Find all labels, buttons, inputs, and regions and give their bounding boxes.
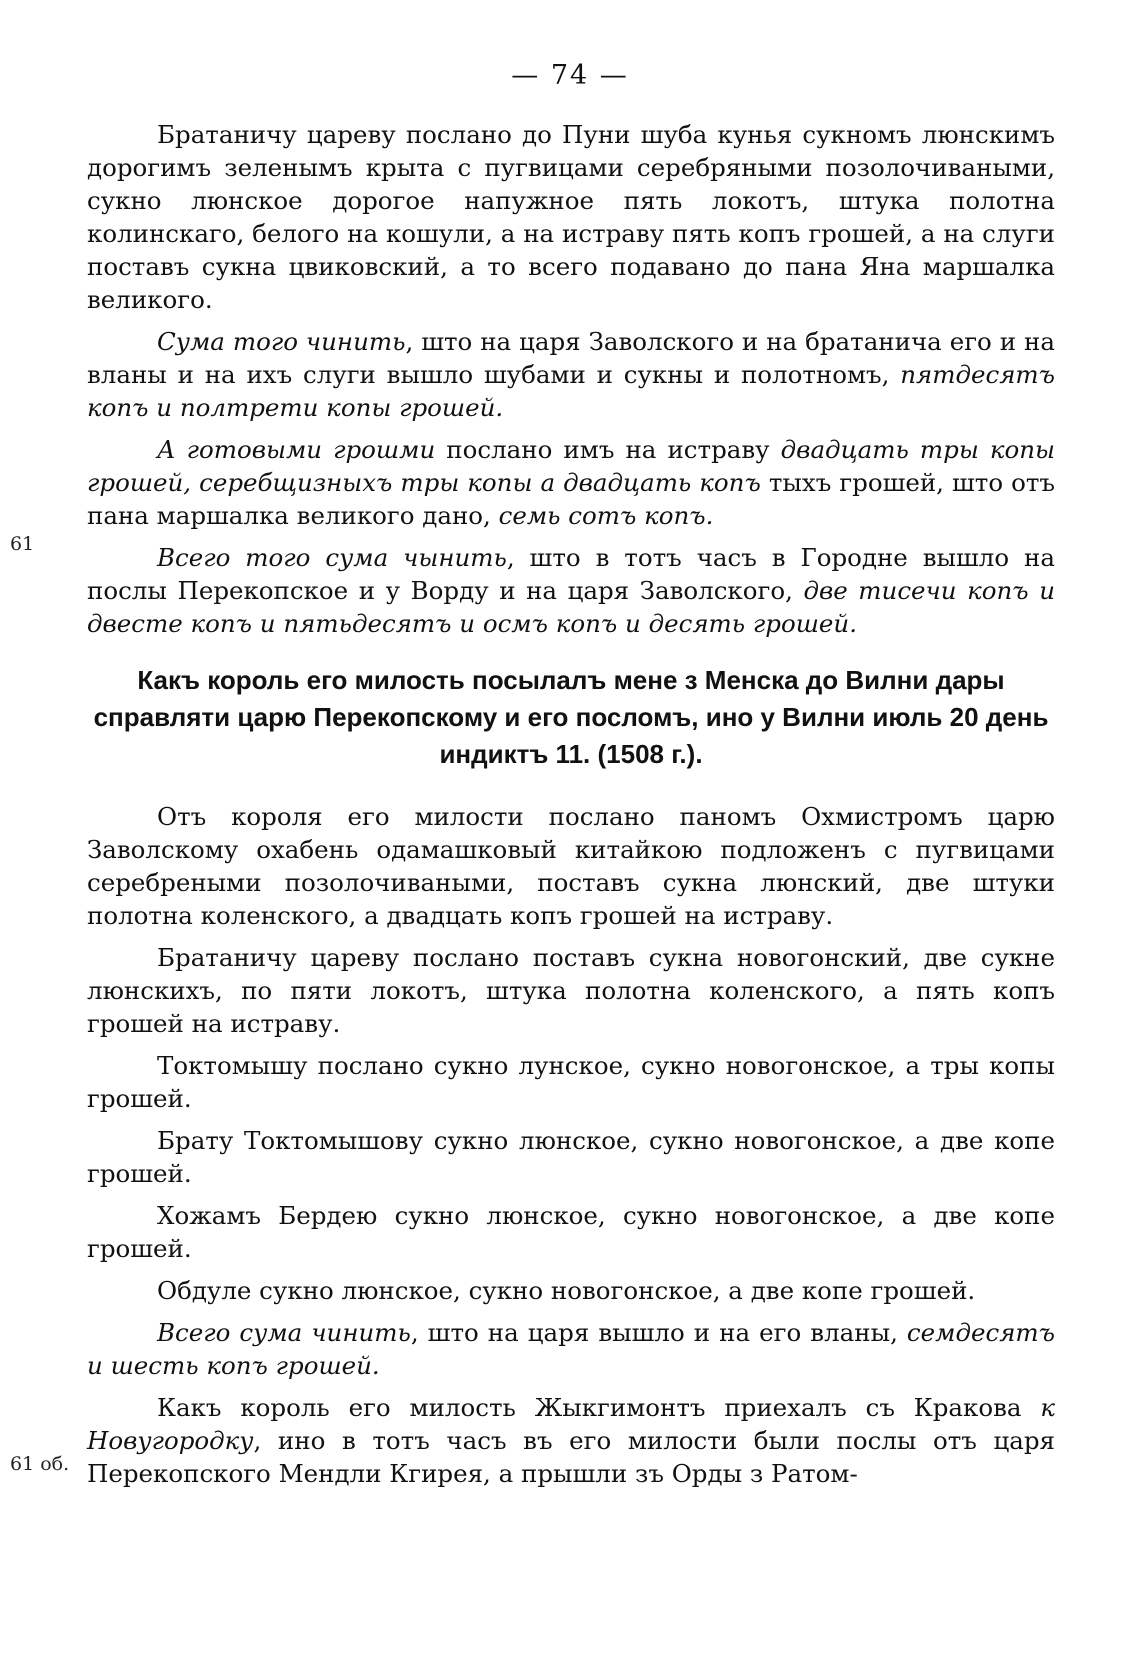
italic-phrase: Всего сума чинить <box>157 1318 411 1347</box>
text-column <box>87 118 1055 1499</box>
italic-phrase: двадцать тры копы грошей, серебщизныхъ тры копы а двадцать копъ <box>87 435 1055 497</box>
paragraph: Обдуле сукно люнское, сукно новогонское, а две копе грошей. <box>157 1276 976 1305</box>
margin-folio-note: 61 об. <box>10 1453 70 1475</box>
paragraph: Хожамъ Бердею сукно люнское, сукно новогонское, а две копе грошей. <box>87 1201 1055 1263</box>
text-run: тыхъ грошей, што отъ пана маршалка великого дано, <box>87 468 1055 530</box>
italic-phrase: к Новугородку <box>87 1393 1055 1455</box>
text-run: , што на царя Заволского и на братанича его и на вланы и на ихъ слуги вышло шубами и сукны и полотномъ, <box>87 327 1055 389</box>
paragraph <box>87 325 1055 424</box>
paragraph: Братаничу цареву послано поставъ сукна новогонский, две сукне люнскихъ, по пяти локотъ, штука полотна коленского, а пять копъ грошей на истраву. <box>87 943 1055 1038</box>
paragraph: Отъ короля его милости послано паномъ Охмистромъ царю Заволскому охабень одамашковый китайкою подложенъ с пугвицами серебреными позолочиваными, поставъ сукна люнский, две штуки полотна коленского, а двадцать копъ грошей на истраву. <box>87 802 1055 930</box>
paragraph <box>87 1316 1055 1382</box>
italic-phrase: семь сотъ копъ. <box>498 501 714 530</box>
text-run: , ино в тотъ часъ въ его милости были послы отъ царя Перекопского Мендли Кгирея, а прышли зъ Орды з Ратом- <box>87 1426 1055 1488</box>
italic-phrase: пятдесятъ копъ и полтрети копы грошей. <box>87 360 1055 422</box>
paragraph: Токтомышу послано сукно лунское, сукно новогонское, а тры копы грошей. <box>87 1051 1055 1113</box>
margin-folio-note: 61 <box>10 533 35 555</box>
paragraph <box>87 1391 1055 1490</box>
italic-phrase: А готовыми грошми <box>157 435 436 464</box>
italic-phrase: Сума того чинить <box>157 327 406 356</box>
italic-phrase: две тисечи копъ и двесте копъ и пятьдесятъ и осмъ копъ и десять грошей. <box>87 576 1055 638</box>
text-run: , што в тотъ часъ в Городне вышло на послы Перекопское и у Ворду и на царя Заволского, <box>87 543 1055 605</box>
paragraph <box>87 433 1055 532</box>
paragraph: Братаничу цареву послано до Пуни шуба кунья сукномъ люнскимъ дорогимъ зеленымъ крыта с пугвицами серебряными позолочиваными, сукно люнское дорогое напужное пять локотъ, штука полотна колинскаго, белого на кошули, а на истраву пять копъ грошей, а на слуги поставъ сукна цвиковский, а то всего подавано до пана Яна маршалка великого. <box>87 120 1055 314</box>
page-number: — 74 — <box>511 60 629 91</box>
italic-phrase: семдесятъ и шесть копъ грошей. <box>87 1318 1055 1380</box>
text-run: послано имъ на истраву <box>435 435 781 464</box>
text-run: Какъ король его милость Жыкгимонтъ приехалъ съ Кракова <box>157 1393 1041 1422</box>
paragraph <box>87 541 1055 640</box>
text-run: , што на царя вышло и на его вланы, <box>410 1318 907 1347</box>
paragraph: Брату Токтомышову сукно люнское, сукно новогонское, а две копе грошей. <box>87 1126 1055 1188</box>
italic-phrase: Всего того сума чынить <box>157 543 507 572</box>
section-heading: Какъ король его милость посылалъ мене з Менска до Вилни дары справляти царю Перекопскому и его посломъ, ино у Вилни июль 20 день индиктъ 11. (1508 г.). <box>93 665 1049 769</box>
